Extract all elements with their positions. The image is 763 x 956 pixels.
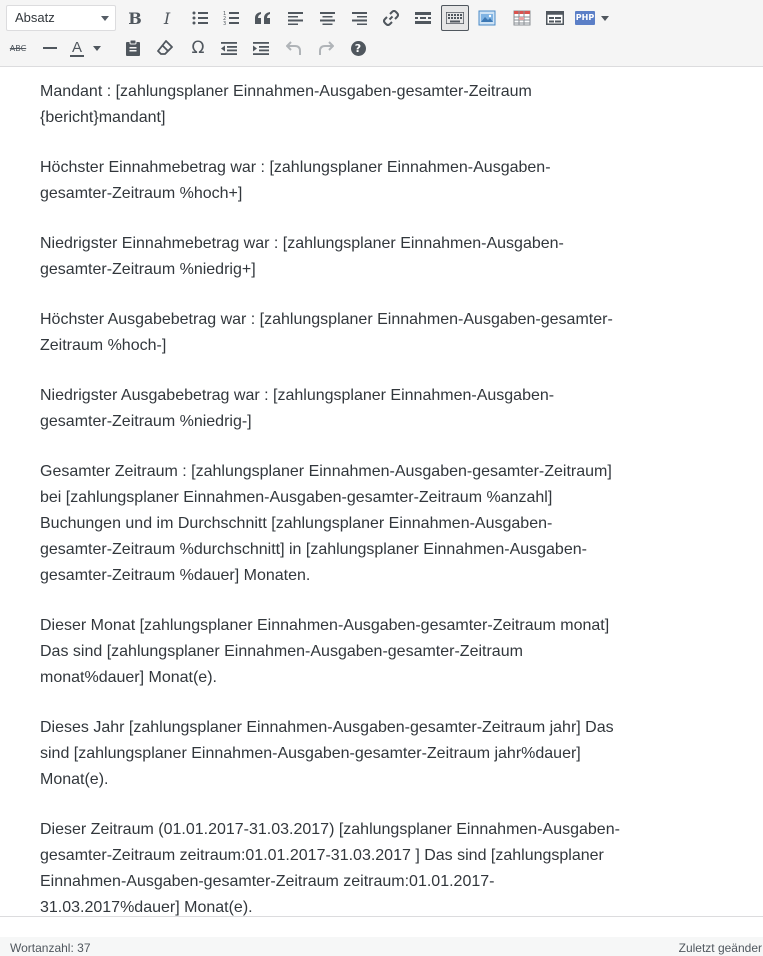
editor-paragraph[interactable]: Höchster Ausgabebetrag war : [zahlungsplaner Einnahmen-Ausgaben-gesamter-Zeitraum %hoch-]	[40, 311, 613, 354]
plugin-image-icon	[478, 10, 496, 26]
paste-text-icon	[126, 40, 140, 56]
read-more-button[interactable]	[409, 5, 437, 31]
toolbar-toggle-button[interactable]	[441, 5, 469, 31]
editor-paragraph[interactable]: Dieser Monat [zahlungsplaner Einnahmen-Ausgaben-gesamter-Zeitraum monat] Das sind [zahlungsplaner Einnahmen-Ausgaben-gesamter-Zeitraum monat%dauer] Monat(e).	[40, 617, 610, 686]
editor-paragraph[interactable]: Höchster Einnahmebetrag war : [zahlungsplaner Einnahmen-Ausgaben-gesamter-Zeitraum %hoch+]	[40, 159, 551, 202]
plugin-image-button[interactable]	[473, 5, 501, 31]
italic-icon: I	[163, 8, 171, 28]
clear-formatting-icon	[157, 40, 173, 56]
strikethrough-button[interactable]	[4, 35, 32, 61]
indent-icon	[253, 42, 269, 55]
chevron-down-icon	[101, 16, 109, 21]
editor-status-bar	[0, 916, 763, 956]
redo-icon	[318, 41, 334, 55]
editor-paragraph[interactable]: Dieses Jahr [zahlungsplaner Einnahmen-Ausgaben-gesamter-Zeitraum jahr] Das sind [zahlungsplaner Einnahmen-Ausgaben-gesamter-Zeitraum jahr%dauer] Monat(e).	[40, 719, 614, 788]
align-left-button[interactable]	[281, 5, 309, 31]
redo-button[interactable]	[312, 35, 340, 61]
bold-icon: B	[128, 8, 142, 28]
bullet-list-button[interactable]	[186, 5, 214, 31]
table-icon	[513, 10, 531, 26]
form-icon	[546, 11, 564, 25]
toolbar-toggle-icon	[446, 12, 464, 24]
bold-button[interactable]	[121, 5, 149, 31]
align-center-button[interactable]	[313, 5, 341, 31]
blockquote-button[interactable]	[249, 5, 277, 31]
table-button[interactable]	[508, 5, 536, 31]
outdent-button[interactable]	[215, 35, 243, 61]
undo-button[interactable]	[280, 35, 308, 61]
numbered-list-button[interactable]	[217, 5, 245, 31]
editor-paragraph[interactable]: Niedrigster Einnahmebetrag war : [zahlungsplaner Einnahmen-Ausgaben-gesamter-Zeitraum %niedrig+]	[40, 235, 564, 278]
text-color-button[interactable]	[70, 35, 114, 61]
editor-document[interactable]	[40, 79, 620, 916]
undo-icon	[286, 41, 302, 55]
word-count: Wortanzahl: 37	[10, 941, 91, 955]
editor-paragraph[interactable]: Dieser Zeitraum (01.01.2017-31.03.2017) [zahlungsplaner Einnahmen-Ausgaben-gesamter-Zeitraum zeitraum:01.01.2017-31.03.2017 ] Das sind [zahlungsplaner Einnahmen-Ausgaben-gesamter-Zeitraum zeitraum:01.01.2017-31.03.2017%dauer] Monat(e).	[40, 821, 620, 916]
paste-text-button[interactable]	[119, 35, 147, 61]
format-select[interactable]	[6, 5, 116, 31]
link-icon	[383, 10, 399, 26]
clear-formatting-button[interactable]	[151, 35, 179, 61]
svg-text:2: 2	[223, 16, 227, 22]
editor-paragraph[interactable]: Mandant : [zahlungsplaner Einnahmen-Ausgaben-gesamter-Zeitraum {bericht}mandant]	[40, 83, 532, 126]
php-button[interactable]	[575, 5, 613, 31]
editor-toolbar	[0, 0, 763, 67]
special-character-button[interactable]	[184, 35, 212, 61]
toolbar-row-2	[0, 33, 763, 63]
read-more-icon	[415, 12, 431, 24]
help-icon: ?	[351, 41, 366, 56]
format-select-value: Absatz	[15, 10, 55, 25]
align-right-icon	[352, 12, 367, 25]
strikethrough-icon: ABC	[9, 43, 27, 53]
horizontal-line-icon	[43, 46, 57, 50]
text-color-icon: A	[71, 38, 82, 56]
svg-text:1: 1	[223, 11, 227, 17]
special-character-icon: Ω	[191, 38, 205, 58]
form-button[interactable]	[541, 5, 569, 31]
outdent-icon	[221, 42, 237, 55]
chevron-down-icon	[93, 46, 101, 51]
horizontal-line-button[interactable]	[36, 35, 64, 61]
bullet-list-icon	[192, 11, 208, 25]
editor-content-area[interactable]	[0, 67, 763, 916]
align-center-icon	[320, 12, 335, 25]
svg-text:3: 3	[223, 21, 227, 25]
blockquote-icon	[255, 12, 271, 24]
toolbar-row-1	[0, 3, 763, 33]
last-modified: Zuletzt geänder	[678, 941, 762, 955]
align-left-icon	[288, 12, 303, 25]
editor-paragraph[interactable]: Gesamter Zeitraum : [zahlungsplaner Einnahmen-Ausgaben-gesamter-Zeitraum] bei [zahlungsplaner Einnahmen-Ausgaben-gesamter-Zeitraum %anzahl] Buchungen und im Durchschnitt [zahlungsplaner Einnahmen-Ausgaben-gesamter-Zeitraum %durchschnitt] in [zahlungsplaner Einnahmen-Ausgaben-gesamter-Zeitraum %dauer] Monaten.	[40, 463, 612, 584]
link-button[interactable]	[377, 5, 405, 31]
align-right-button[interactable]	[345, 5, 373, 31]
help-button[interactable]	[344, 35, 372, 61]
chevron-down-icon	[601, 16, 609, 21]
php-icon: PHP	[575, 11, 595, 25]
numbered-list-icon	[223, 11, 239, 25]
italic-button[interactable]	[153, 5, 181, 31]
editor-paragraph[interactable]: Niedrigster Ausgabebetrag war : [zahlungsplaner Einnahmen-Ausgaben-gesamter-Zeitraum %niedrig-]	[40, 387, 555, 430]
indent-button[interactable]	[247, 35, 275, 61]
